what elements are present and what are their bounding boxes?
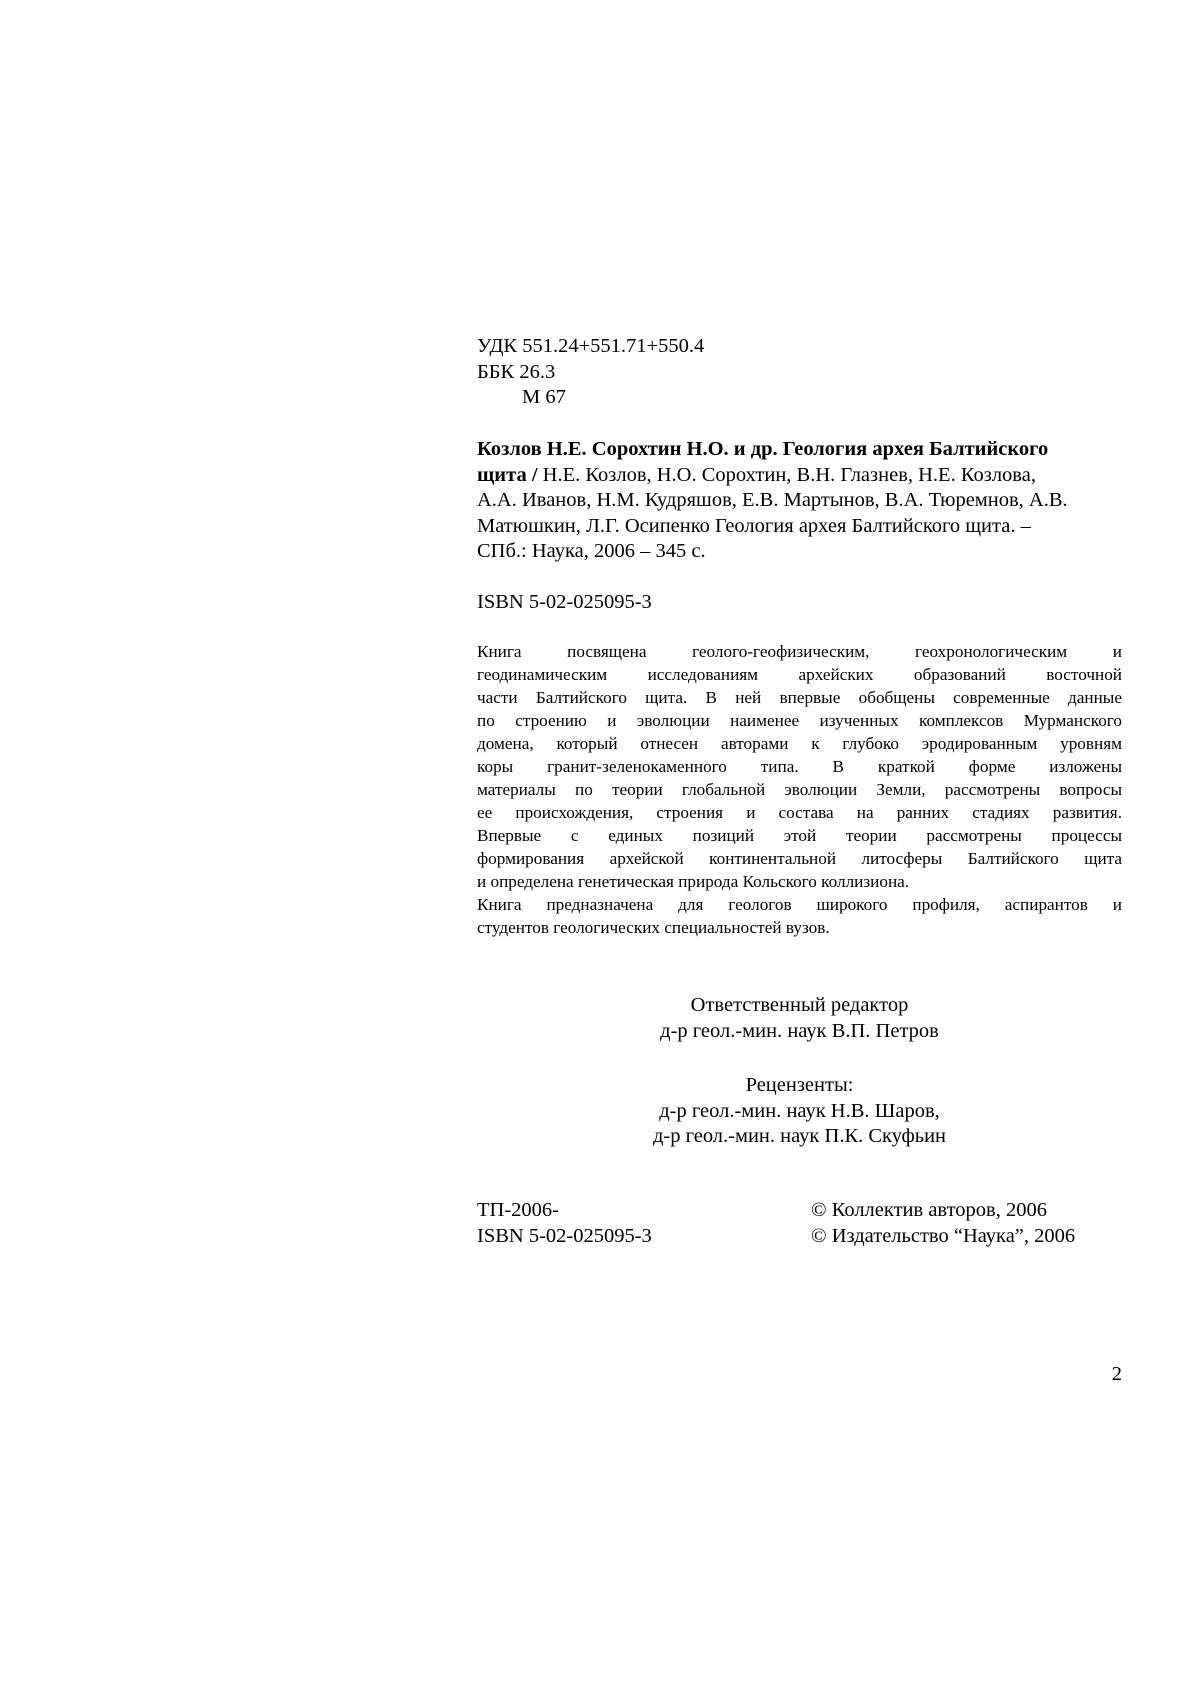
annotation-line: по строению и эволюции наименее изученных комплексов Мурманского bbox=[477, 711, 1122, 730]
udc-code: УДК 551.24+551.71+550.4 bbox=[477, 335, 705, 357]
reviewer-name: д-р геол.-мин. наук Н.В. Шаров, bbox=[659, 1099, 940, 1122]
annotation-line: Впервые с единых позиций этой теории рассмотрены процессы bbox=[477, 826, 1122, 845]
biblio-title-bold-end: щита / bbox=[477, 463, 538, 486]
annotation-line: части Балтийского щита. В ней впервые обобщены современные данные bbox=[477, 688, 1122, 707]
isbn: ISBN 5-02-025095-3 bbox=[477, 591, 652, 613]
biblio-line-1 bbox=[477, 437, 1122, 463]
annotation bbox=[477, 640, 1122, 939]
reviewers-heading: Рецензенты: bbox=[745, 1074, 854, 1096]
editor-heading: Ответственный редактор bbox=[690, 994, 909, 1016]
annotation-line: Книга посвящена геолого-геофизическим, геохронологическим и bbox=[477, 642, 1122, 661]
biblio-line-3: А.А. Иванов, Н.М. Кудряшов, Е.В. Мартынов, В.А. Тюремнов, А.В. bbox=[477, 489, 1068, 511]
annotation-line: домена, который отнесен авторами к глубоко эродированным уровням bbox=[477, 734, 1122, 753]
editor-name: д-р геол.-мин. наук В.П. Петров bbox=[660, 1019, 939, 1042]
author-mark: М 67 bbox=[522, 386, 566, 408]
annotation-line: формирования архейской континентальной литосферы Балтийского щита bbox=[477, 849, 1122, 868]
bbk-code: ББК 26.3 bbox=[477, 360, 556, 383]
imprint-isbn: ISBN 5-02-025095-3 bbox=[477, 1224, 652, 1247]
biblio-line-2 bbox=[477, 463, 1122, 489]
copyright-authors: © Коллектив авторов, 2006 bbox=[811, 1199, 1047, 1221]
annotation-line: студентов геологических специальностей вузов. bbox=[477, 918, 830, 937]
reviewers bbox=[477, 1073, 1122, 1150]
page-number: 2 bbox=[1111, 1363, 1122, 1385]
biblio-authors-start: Н.Е. Козлов, Н.О. Сорохтин, В.Н. Глазнев, Н.Е. Козлова, bbox=[537, 463, 1036, 486]
biblio-line-5: СПб.: Наука, 2006 – 345 с. bbox=[477, 540, 706, 562]
reviewer-name: д-р геол.-мин. наук П.К. Скуфьин bbox=[652, 1125, 947, 1147]
copyright-notices bbox=[811, 1198, 1131, 1249]
annotation-line: и определена генетическая природа Кольского коллизиона. bbox=[477, 872, 910, 891]
bibliographic-description bbox=[477, 437, 1122, 565]
annotation-line: коры гранит-зеленокаменного типа. В краткой форме изложены bbox=[477, 757, 1122, 776]
biblio-title-bold: Козлов Н.Е. Сорохтин Н.О. и др. Геология архея Балтийского bbox=[477, 438, 1049, 460]
classification-codes bbox=[477, 334, 1122, 411]
annotation-line: Книга предназначена для геологов широкого профиля, аспирантов и bbox=[477, 895, 1122, 914]
annotation-line: материалы по теории глобальной эволюции Земли, рассмотрены вопросы bbox=[477, 780, 1122, 799]
annotation-line: ее происхождения, строения и состава на ранних стадиях развития. bbox=[477, 803, 1122, 822]
copyright-publisher: © Издательство “Наука”, 2006 bbox=[811, 1224, 1076, 1247]
responsible-editor bbox=[477, 993, 1122, 1044]
annotation-line: геодинамическим исследованиям архейских образований восточной bbox=[477, 665, 1122, 684]
tp-code: ТП-2006- bbox=[477, 1199, 559, 1221]
biblio-line-4: Матюшкин, Л.Г. Осипенко Геология архея Балтийского щита. – bbox=[477, 514, 1031, 537]
